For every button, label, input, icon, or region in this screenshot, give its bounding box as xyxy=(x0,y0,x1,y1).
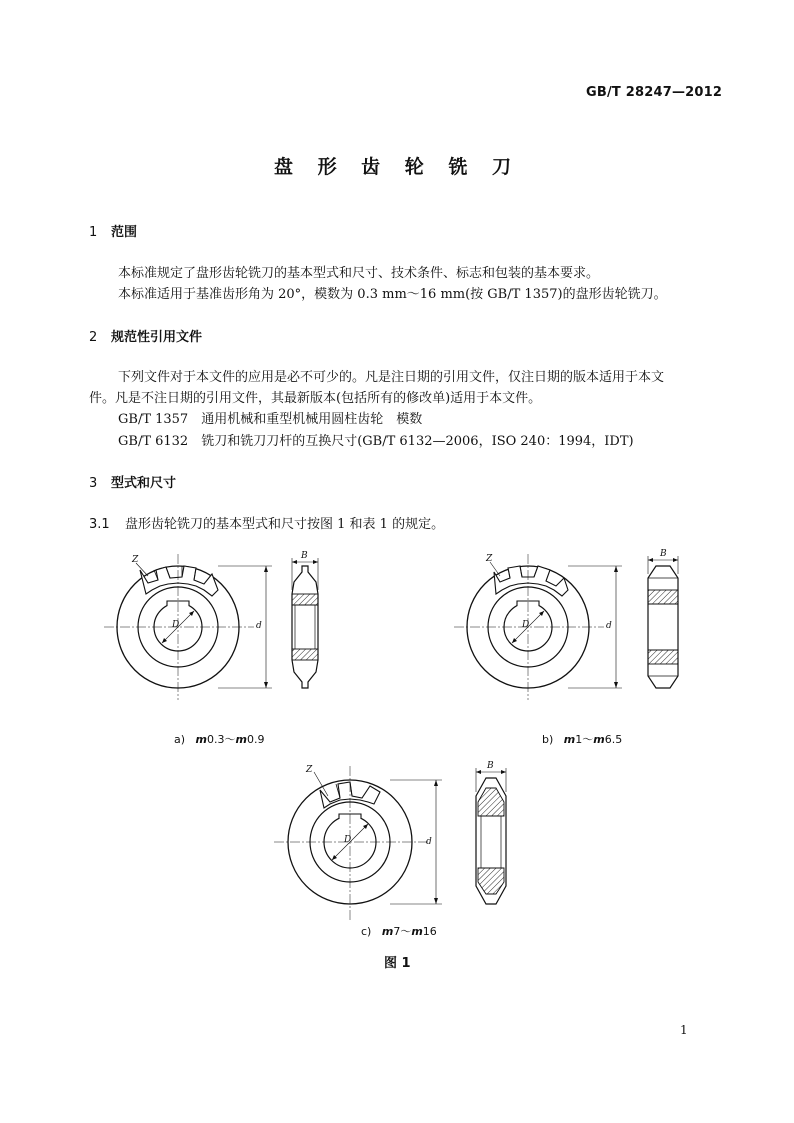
caption-a-to-symbol: m xyxy=(235,733,247,746)
figure-a-b-label: B xyxy=(301,551,308,561)
caption-b-to-value: 6.5 xyxy=(604,733,623,746)
caption-a-tag: a) xyxy=(174,733,186,746)
figure-b-z-label: Z xyxy=(486,554,493,564)
caption-c xyxy=(361,923,437,939)
section-1-paragraph-2: 本标准适用于基准齿形角为 20°，模数为 0.3 mm～16 mm(按 GB/T 1357)的盘形齿轮铣刀。 xyxy=(118,287,667,302)
caption-b xyxy=(542,731,622,747)
figure-a-front-view xyxy=(100,550,280,700)
caption-c-from-symbol: m xyxy=(381,925,394,938)
figure-c-bore-label: D xyxy=(344,835,352,845)
caption-a xyxy=(174,731,264,747)
standard-number: GB/T 28247—2012 xyxy=(586,85,723,100)
figure-b-d-label: d xyxy=(606,621,612,631)
caption-b-tag: b) xyxy=(542,733,554,746)
caption-b-from-value: 1 xyxy=(575,733,583,746)
figure-b-front-view xyxy=(450,550,630,700)
figure-a-bore-label: D xyxy=(172,620,180,630)
figure-c-b-label: B xyxy=(487,761,494,771)
figure-b-bore-label: D xyxy=(522,620,530,630)
section-2-title: 规范性引用文件 xyxy=(111,330,203,345)
reference-gbt-1357: GB/T 1357 通用机械和重型机械用圆柱齿轮 模数 xyxy=(118,412,423,427)
reference-gbt-6132: GB/T 6132 铣刀和铣刀刀杆的互换尺寸(GB/T 6132—2006，ISO 240：1994，IDT) xyxy=(118,434,634,449)
figure-c-side-view xyxy=(466,762,516,922)
caption-c-separator: ～ xyxy=(400,925,412,938)
figure-b-side-view xyxy=(638,550,688,700)
caption-a-from-symbol: m xyxy=(195,733,208,746)
figure-a-d-label: d xyxy=(256,621,262,631)
section-3-heading xyxy=(89,472,176,491)
section-3-title: 型式和尺寸 xyxy=(111,476,177,491)
section-2-heading xyxy=(89,326,202,345)
section-1-paragraph-1: 本标准规定了盘形齿轮铣刀的基本型式和尺寸、技术条件、标志和包装的基本要求。 xyxy=(118,266,600,281)
caption-b-separator: ～ xyxy=(582,733,594,746)
figure-c-d-label: d xyxy=(426,837,432,847)
subsection-3-1-number: 3.1 xyxy=(89,517,110,532)
section-2-paragraph-line-2: 件。凡是不注日期的引用文件，其最新版本(包括所有的修改单)适用于本文件。 xyxy=(89,391,542,406)
caption-c-to-symbol: m xyxy=(411,925,423,938)
figure-a-side-view xyxy=(280,550,330,700)
figure-a-z-label: Z xyxy=(132,555,139,565)
caption-b-from-symbol: m xyxy=(563,733,576,746)
figure-label: 图 1 xyxy=(384,956,411,971)
figure-b-b-label: B xyxy=(660,549,667,559)
document-title: 盘 形 齿 轮 铣 刀 xyxy=(273,156,521,178)
subsection-3-1 xyxy=(89,513,444,532)
section-2-number: 2 xyxy=(89,330,98,345)
caption-c-from-value: 7 xyxy=(393,925,401,938)
subsection-3-1-text: 盘形齿轮铣刀的基本型式和尺寸按图 1 和表 1 的规定。 xyxy=(125,517,445,532)
section-2-paragraph-line-1: 下列文件对于本文件的应用是必不可少的。凡是注日期的引用文件，仅注日期的版本适用于本文 xyxy=(118,370,665,385)
figure-c-z-label: Z xyxy=(306,765,313,775)
caption-c-tag: c) xyxy=(361,925,372,938)
caption-a-to-value: 0.9 xyxy=(246,733,265,746)
section-1-title: 范围 xyxy=(111,225,138,240)
section-3-number: 3 xyxy=(89,476,98,491)
caption-a-separator: ～ xyxy=(224,733,236,746)
caption-b-to-symbol: m xyxy=(593,733,605,746)
figure-c-front-view xyxy=(270,762,450,922)
section-1-heading xyxy=(89,221,137,240)
section-1-number: 1 xyxy=(89,225,98,240)
caption-a-from-value: 0.3 xyxy=(207,733,225,746)
page-number: 1 xyxy=(680,1023,688,1037)
caption-c-to-value: 16 xyxy=(422,925,437,938)
